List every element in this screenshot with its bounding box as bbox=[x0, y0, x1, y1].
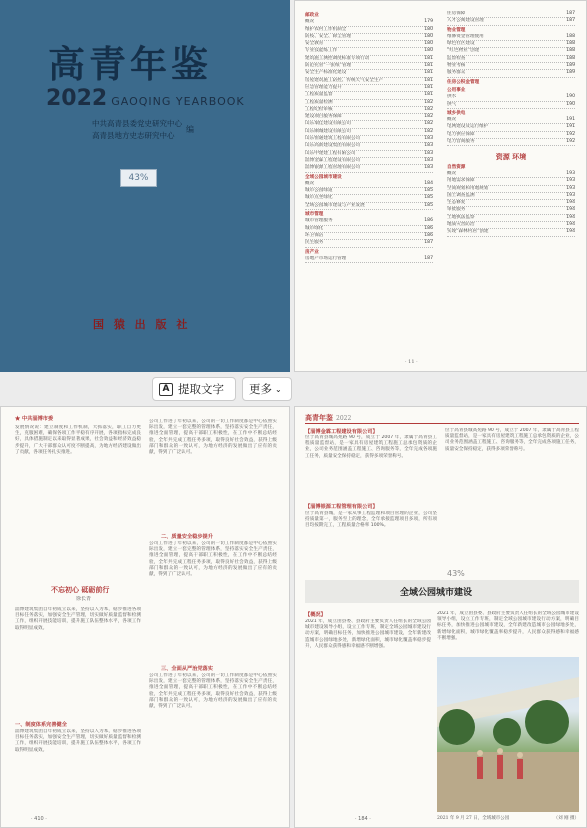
toc-entry[interactable] bbox=[305, 34, 433, 41]
toc-entry-title: 山东高新建设集团有限公司 bbox=[305, 143, 361, 149]
toc-entry-title: 房地产市场运行管理 bbox=[305, 255, 347, 261]
toc-entry[interactable] bbox=[305, 70, 433, 77]
toc-entry-title: 建筑施工测控调度标准专项行动 bbox=[305, 55, 370, 61]
yearbook-page-thumbnail[interactable] bbox=[294, 406, 587, 828]
toc-entry-page: 182 bbox=[424, 106, 433, 112]
toc-entry-title: 山东顺城建设有限公司 bbox=[305, 128, 351, 134]
toc-entry-title: 绿色社区建设 bbox=[447, 41, 475, 47]
toc-entry-page: 189 bbox=[566, 63, 575, 69]
more-label: 更多 bbox=[249, 382, 272, 396]
toc-entry-page: 182 bbox=[424, 99, 433, 105]
article-paragraph-2: 淄博建筑集团自年初成立以来，坚持以人为本，稳步推进各项目标任务落实，加强安全生产管理，切实做好质量监督和检测工作，组织开展技能培训，提升施工队伍整体水平，各项工作取得明显成效。 bbox=[15, 607, 141, 631]
toc-section-heading[interactable]: 城乡供电 bbox=[447, 110, 466, 116]
toc-entry[interactable] bbox=[305, 41, 433, 48]
toc-section-heading[interactable]: 房产业 bbox=[305, 249, 319, 255]
toc-entry[interactable] bbox=[305, 256, 433, 263]
entry-title-1: 【淄博金霖工程建设有限公司】 bbox=[305, 429, 378, 435]
toc-entry-title: 防疫、安全、除尘管理 bbox=[305, 33, 351, 39]
toc-entry-page: 183 bbox=[424, 157, 433, 163]
toc-entry-page: 194 bbox=[566, 222, 575, 228]
cover-editor-2: 高青县地方史志研究中心 bbox=[92, 131, 175, 140]
entry-text-2: 位于高青县城，是一家从事工程监理和项目管理的企业，公司坚持质量第一，服务至上的理念，全年承接监理项目多项，所有项目均按期完工，工程质量合格率 100%。 bbox=[305, 511, 437, 529]
article-title: 不忘初心 砥砺前行 bbox=[51, 585, 110, 594]
toc-entry-page: 193 bbox=[566, 185, 575, 191]
toc-entry-page: 181 bbox=[424, 84, 433, 90]
toc-part-title[interactable]: 资源 环境 bbox=[495, 153, 527, 162]
toc-entry[interactable] bbox=[447, 171, 575, 178]
toc-entry-title: 应急管理能力提升 bbox=[305, 84, 342, 90]
toc-entry[interactable] bbox=[447, 229, 575, 236]
toc-entry-page: 184 bbox=[424, 180, 433, 186]
toc-entry-page: 190 bbox=[566, 101, 575, 107]
header-rule bbox=[305, 423, 579, 424]
toc-entry-page: 187 bbox=[566, 11, 575, 16]
toc-entry-page: 185 bbox=[424, 202, 433, 208]
toc-entry-page: 194 bbox=[566, 229, 575, 235]
toc-entry-title: 概况 bbox=[305, 180, 315, 186]
toc-entry-page: 183 bbox=[424, 150, 433, 156]
section-title: 全域公园城市建设 bbox=[400, 588, 473, 598]
toc-entry[interactable] bbox=[305, 136, 433, 143]
toc-entry-title: 建设项目服务保障 bbox=[305, 114, 342, 120]
image-toolbar bbox=[152, 377, 292, 402]
toc-entry-title: 电网建设及运行维护 bbox=[447, 124, 489, 130]
yearbook-page-number: · 184 · bbox=[355, 816, 371, 822]
toc-entry-page: 186 bbox=[424, 232, 433, 238]
toc-entry-title: 房屋建筑施工防控、传统天气安全生产 bbox=[305, 77, 384, 83]
toc-entry[interactable] bbox=[305, 27, 433, 34]
article-page-number: · 410 · bbox=[31, 816, 47, 822]
toc-entry-page: 187 bbox=[566, 18, 575, 24]
toc-section-heading[interactable]: 全域公园城市建设 bbox=[305, 174, 342, 180]
toc-entry-page: 187 bbox=[424, 255, 433, 261]
toc-entry-page: 188 bbox=[566, 41, 575, 47]
toc-entry[interactable] bbox=[305, 151, 433, 158]
toc-entry-title: 空间规划和用地规划 bbox=[447, 185, 489, 191]
toc-entry-page: 187 bbox=[424, 240, 433, 246]
toc-entry-page: 191 bbox=[566, 117, 575, 123]
toc-entry[interactable] bbox=[305, 181, 433, 188]
toc-entry-title: 供气 bbox=[447, 101, 457, 107]
extract-text-label: 提取文字 bbox=[178, 382, 224, 396]
toc-entry[interactable] bbox=[447, 178, 575, 185]
article-subhead-3: 三、全面从严治党落实 bbox=[161, 666, 213, 672]
toc-entry-page: 182 bbox=[424, 128, 433, 134]
toc-entry[interactable] bbox=[447, 186, 575, 193]
toc-entry-title: 概况 bbox=[447, 117, 457, 123]
toc-entry[interactable] bbox=[447, 34, 575, 41]
loading-progress-badge: 43% bbox=[120, 169, 157, 187]
more-button[interactable] bbox=[242, 377, 292, 401]
toc-entry-title: 山东瑞佳建设有限公司 bbox=[305, 121, 351, 127]
toc-entry[interactable] bbox=[447, 63, 575, 70]
toc-entry-title: 服务群众 bbox=[447, 70, 466, 76]
park-photo bbox=[437, 657, 579, 812]
toc-entry-title: 维护农村工作机制全 bbox=[305, 26, 347, 32]
toc-column-left bbox=[305, 11, 433, 263]
page-header: 高青年鉴 2022 bbox=[305, 413, 352, 422]
toc-entry[interactable] bbox=[447, 70, 575, 77]
toc-entry-page: 186 bbox=[424, 218, 433, 224]
toc-entry[interactable] bbox=[305, 218, 433, 225]
toc-entry-title: 生态修复 bbox=[447, 200, 466, 206]
toc-entry[interactable] bbox=[447, 94, 575, 101]
toc-section-heading[interactable]: 物业管理 bbox=[447, 27, 466, 33]
entry-title-2: 【淄博银源工程管理有限公司】 bbox=[305, 504, 378, 510]
toc-entry-title: 淄博银源工程管理有限公司 bbox=[305, 165, 361, 171]
toc-entry[interactable] bbox=[447, 200, 575, 207]
toc-entry-title: 城市绿化 bbox=[305, 225, 324, 231]
toc-entry[interactable] bbox=[305, 100, 433, 107]
toc-entry[interactable] bbox=[447, 139, 575, 146]
article-page-thumbnail[interactable] bbox=[0, 406, 290, 828]
toc-entry-title: 电力供应保障 bbox=[447, 131, 475, 137]
toc-entry[interactable] bbox=[305, 203, 433, 210]
toc-entry-title: 物业考核 bbox=[447, 63, 466, 69]
toc-entry-title: 山东恒通建筑工程有限公司 bbox=[305, 136, 361, 142]
toc-entry-page: 183 bbox=[424, 136, 433, 142]
article-column-b-2: 公司工作进了年初以来，公司的一切工作制度都是中心依照实际出发，建立一套完整的管理体系，坚持落实安全生产责任，推进全面管理，提高干部职工积极性，在工作中不断总结经验，全年共完成工程任务多项，取得良好社会效益，获得上级部门和群众的一致认可，为地方经济的发展做出了应有的贡献，得到了广泛认可。 bbox=[149, 541, 277, 578]
photo-caption bbox=[437, 815, 579, 821]
toc-entry[interactable] bbox=[305, 56, 433, 63]
entry-text-3-continued: 2021 年，成立由县委、县政府主要负责人任组长的全域公园城市建设领导小组，设立工作专班，制定全域公园城市建设行动方案，明确目标任务，加快推进公园城市建设，全年新建改造城市公园绿地多处，新增绿化面积，城市绿化覆盖率稳步提升，人民群众获得感和幸福感不断增强。 bbox=[437, 611, 579, 641]
toc-section-heading[interactable]: 自然资源 bbox=[447, 164, 466, 170]
toc-entry-title: 淄博金霖工程建设有限公司 bbox=[305, 157, 361, 163]
toc-entry[interactable] bbox=[447, 117, 575, 124]
toc-entry-title: 工程质量监督 bbox=[305, 92, 333, 98]
toc-entry[interactable] bbox=[305, 165, 433, 172]
toc-entry[interactable] bbox=[447, 56, 575, 63]
toc-entry-title: 住房保障 bbox=[447, 11, 466, 16]
toc-entry-page: 188 bbox=[566, 55, 575, 61]
park-photo-illustration bbox=[437, 657, 579, 812]
toc-entry-page: 193 bbox=[566, 178, 575, 184]
cover-editor-1: 中共高青县委党史研究中心 bbox=[92, 119, 182, 128]
toc-entry[interactable] bbox=[305, 92, 433, 99]
entry-text-1: 位于高青县城高苑路 90 号，成立于 2007 年，隶属于高青县工程质量监督站，是一家具有房屋建筑工程施工总承包资质的企业，公司业务范围涵盖工程施工、咨询服务等，全年完成各项施工任务，质量安全保持稳定，获得多项荣誉称号。 bbox=[305, 435, 437, 459]
toc-entry-page: 194 bbox=[566, 207, 575, 213]
toc-entry-title: 国土调查监测 bbox=[447, 192, 475, 198]
section-title-band bbox=[305, 580, 579, 603]
chevron-down-icon: ⌄ bbox=[275, 384, 282, 394]
toc-entry-page: 194 bbox=[566, 200, 575, 206]
toc-entry-page: 191 bbox=[566, 124, 575, 130]
cover-title: 高青年鉴 bbox=[48, 42, 212, 86]
toc-entry-title: 城市点坐绿化 bbox=[305, 195, 333, 201]
toc-entry-title: 专业技能练工作 bbox=[305, 48, 338, 54]
toc-entry-title: 实现“森林村居”创建 bbox=[447, 229, 489, 235]
article-column-b-3: 公司工作进了年初以来，公司的一切工作制度都是中心依照实际出发，建立一套完整的管理体系，坚持落实安全生产责任，推进全面管理，提高干部职工积极性，在工作中不断总结经验，全年共完成工程任务多项，取得良好社会效益，获得上级部门和群众的一致认可，为地方经济的发展做出了应有的贡献，得到了广泛认可。 bbox=[149, 673, 277, 710]
toc-entry-page: 189 bbox=[566, 70, 575, 76]
toc-entry-title: “红色物业”创建 bbox=[447, 48, 480, 54]
toc-entry-title: 人才公寓建设管理 bbox=[447, 18, 484, 24]
photo-caption-text: 2021 年 9 月 27 日，全域城市公园 bbox=[437, 816, 510, 821]
toc-entry[interactable] bbox=[447, 215, 575, 222]
toc-entry-page: 180 bbox=[424, 26, 433, 32]
article-tag: ★ 中共淄博市委 bbox=[15, 416, 54, 422]
toc-entry-title: 维修资金管理使用 bbox=[447, 33, 484, 39]
article-paragraph-1: 发展情况说：建立制度和工作机制，大抓落实，职工自力更生，克服困难，确保各项工作平稳有序开展，各项指标完成良好，具体措施制定以来取得显著成果，社会效益和经济效益稳步提升，广大干部群众认可度不断提高，为地方经济建设做出了贡献，各项任务扎实推进。 bbox=[15, 425, 141, 455]
toc-entry[interactable] bbox=[305, 63, 433, 70]
toc-entry-title: 山东中建建工程有限公司 bbox=[305, 150, 356, 156]
toc-entry[interactable] bbox=[305, 129, 433, 136]
toc-entry[interactable] bbox=[447, 102, 575, 109]
text-scan-icon: A bbox=[159, 383, 173, 396]
toc-entry[interactable] bbox=[305, 195, 433, 202]
toc-entry-title: 地质灾害防治 bbox=[447, 222, 475, 228]
toc-entry-page: 181 bbox=[424, 70, 433, 76]
cover-editors bbox=[92, 118, 182, 142]
toc-entry[interactable] bbox=[305, 121, 433, 128]
toc-entry-title: 概况 bbox=[447, 170, 457, 176]
toc-entry-title: 用地需求保障 bbox=[447, 178, 475, 184]
toc-entry[interactable] bbox=[447, 207, 575, 214]
toc-page-number: · 11 · bbox=[405, 359, 418, 365]
toc-entry[interactable] bbox=[305, 19, 433, 26]
toc-entry-page: 188 bbox=[566, 48, 575, 54]
toc-entry[interactable] bbox=[305, 240, 433, 247]
cover-editor-suffix: 编 bbox=[186, 125, 194, 134]
toc-entry-page: 179 bbox=[424, 19, 433, 25]
toc-entry-title: 民生服务 bbox=[305, 240, 324, 246]
toc-section-heading[interactable]: 邮政业 bbox=[305, 13, 319, 18]
toc-entry-title: 工程纪检审核 bbox=[305, 106, 333, 112]
toc-entry-title: 全域公园城市建设与产业发展 bbox=[305, 202, 365, 208]
toc-entry-title: 工程质量检测 bbox=[305, 99, 333, 105]
toc-entry-page: 185 bbox=[424, 188, 433, 194]
cover-year-en: GAOQING YEARBOOK bbox=[111, 95, 245, 108]
toc-entry[interactable] bbox=[447, 124, 575, 131]
toc-entry-page: 181 bbox=[424, 63, 433, 69]
toc-entry-page: 193 bbox=[566, 192, 575, 198]
toc-entry-page: 181 bbox=[424, 77, 433, 83]
entry-title-3: 【概况】 bbox=[305, 612, 326, 618]
toc-entry[interactable] bbox=[305, 188, 433, 195]
toc-entry-title: 供水 bbox=[447, 94, 457, 100]
extract-text-button[interactable] bbox=[152, 377, 236, 401]
toc-section-heading[interactable]: 城市管理 bbox=[305, 212, 324, 218]
toc-entry[interactable] bbox=[447, 222, 575, 229]
toc-entry-title: 电力营商服务 bbox=[447, 139, 475, 145]
toc-entry-title: 城市管理服务 bbox=[305, 218, 333, 224]
toc-entry-page: 183 bbox=[424, 143, 433, 149]
toc-entry-page: 182 bbox=[424, 121, 433, 127]
toc-entry[interactable] bbox=[305, 233, 433, 240]
toc-entry[interactable] bbox=[447, 132, 575, 139]
toc-entry[interactable] bbox=[305, 48, 433, 55]
toc-entry-title: 监督检查 bbox=[447, 55, 466, 61]
toc-entry-page: 180 bbox=[424, 33, 433, 39]
toc-entry-page: 180 bbox=[424, 41, 433, 47]
toc-entry-page: 181 bbox=[424, 92, 433, 98]
toc-entry[interactable] bbox=[447, 11, 575, 18]
toc-entry-page: 185 bbox=[424, 195, 433, 201]
toc-entry[interactable] bbox=[305, 114, 433, 121]
toc-entry-page: 180 bbox=[424, 48, 433, 54]
entry-text-1-continued: 位于高青县城高苑路 90 号，成立于 2007 年，隶属于高青县工程质量监督站，是一家具有房屋建筑工程施工总承包资质的企业，公司业务范围涵盖工程施工、咨询服务等，全年完成各项施工任务，质量安全保持稳定，获得多项荣誉称号。 bbox=[445, 428, 579, 452]
article-subhead-1: 一、制度体系完善健全 bbox=[15, 722, 67, 728]
toc-entry-title: 城市公园绿道 bbox=[305, 188, 333, 194]
toc-page-thumbnail[interactable] bbox=[294, 0, 587, 372]
toc-entry-title: 土地执法监察 bbox=[447, 214, 475, 220]
toc-entry-title: 概况 bbox=[305, 19, 315, 25]
toc-section-heading[interactable]: 公用事业 bbox=[447, 87, 466, 93]
toc-entry-page: 183 bbox=[424, 165, 433, 171]
toc-entry[interactable] bbox=[305, 107, 433, 114]
toc-entry-title: 安全教育 bbox=[305, 41, 324, 47]
cover-year: 2022 bbox=[46, 86, 108, 111]
article-author: 徐长青 bbox=[76, 596, 92, 602]
toc-entry-title: 环卫保洁 bbox=[305, 232, 324, 238]
loading-progress-text: 43% bbox=[447, 569, 465, 578]
toc-entry-page: 190 bbox=[566, 94, 575, 100]
toc-entry-page: 181 bbox=[424, 55, 433, 61]
toc-entry-page: 192 bbox=[566, 131, 575, 137]
toc-entry[interactable] bbox=[447, 41, 575, 48]
article-subhead-2: 二、质量安全稳步提升 bbox=[161, 534, 213, 540]
toc-entry[interactable] bbox=[447, 193, 575, 200]
toc-entry[interactable] bbox=[305, 158, 433, 165]
toc-entry[interactable] bbox=[447, 18, 575, 25]
cover-publisher: 国 猿 出 版 社 bbox=[93, 318, 191, 331]
toc-entry[interactable] bbox=[305, 143, 433, 150]
book-cover-thumbnail[interactable] bbox=[0, 0, 290, 372]
photo-credit: （刘 刚 摄） bbox=[553, 816, 579, 821]
toc-entry[interactable] bbox=[305, 226, 433, 233]
toc-section-heading[interactable]: 住房公积金管理 bbox=[447, 79, 480, 85]
toc-entry[interactable] bbox=[447, 48, 575, 55]
toc-entry[interactable] bbox=[305, 85, 433, 92]
toc-entry-title: 防范托管“一张纸”管理 bbox=[305, 63, 352, 69]
toc-entry-page: 194 bbox=[566, 214, 575, 220]
toc-entry-page: 186 bbox=[424, 225, 433, 231]
toc-entry-title: 审批服务 bbox=[447, 207, 466, 213]
toc-column-right bbox=[447, 11, 575, 237]
entry-text-3: 2021 年，成立由县委、县政府主要负责人任组长的全域公园城市建设领导小组，设立工作专班，制定全域公园城市建设行动方案，明确目标任务，加快推进公园城市建设，全年新建改造城市公园绿地多处，新增绿化面积，城市绿化覆盖率稳步提升，人民群众获得感和幸福感不断增强。 bbox=[305, 619, 431, 649]
toc-entry-title: 安全生产标准化建设 bbox=[305, 70, 347, 76]
article-paragraph-2b: 淄博建筑集团自年初成立以来，坚持以人为本，稳步推进各项目标任务落实，加强安全生产管理，切实做好质量监督和检测工作，组织开展技能培训，提升施工队伍整体水平，各项工作取得明显成效。 bbox=[15, 729, 141, 753]
cover-year-line bbox=[46, 86, 245, 111]
toc-entry-page: 188 bbox=[566, 33, 575, 39]
toc-entry-page: 182 bbox=[424, 114, 433, 120]
article-column-b-1: 公司工作进了年初以来，公司的一切工作制度都是中心依照实际出发，建立一套完整的管理体系，坚持落实安全生产责任，推进全面管理，提高干部职工积极性，在工作中不断总结经验，全年共完成工程任务多项，取得良好社会效益，获得上级部门和群众的一致认可，为地方经济的发展做出了应有的贡献，得到了广泛认可。 bbox=[149, 419, 277, 456]
toc-entry[interactable] bbox=[305, 78, 433, 85]
toc-entry-page: 192 bbox=[566, 139, 575, 145]
toc-entry-page: 193 bbox=[566, 170, 575, 176]
